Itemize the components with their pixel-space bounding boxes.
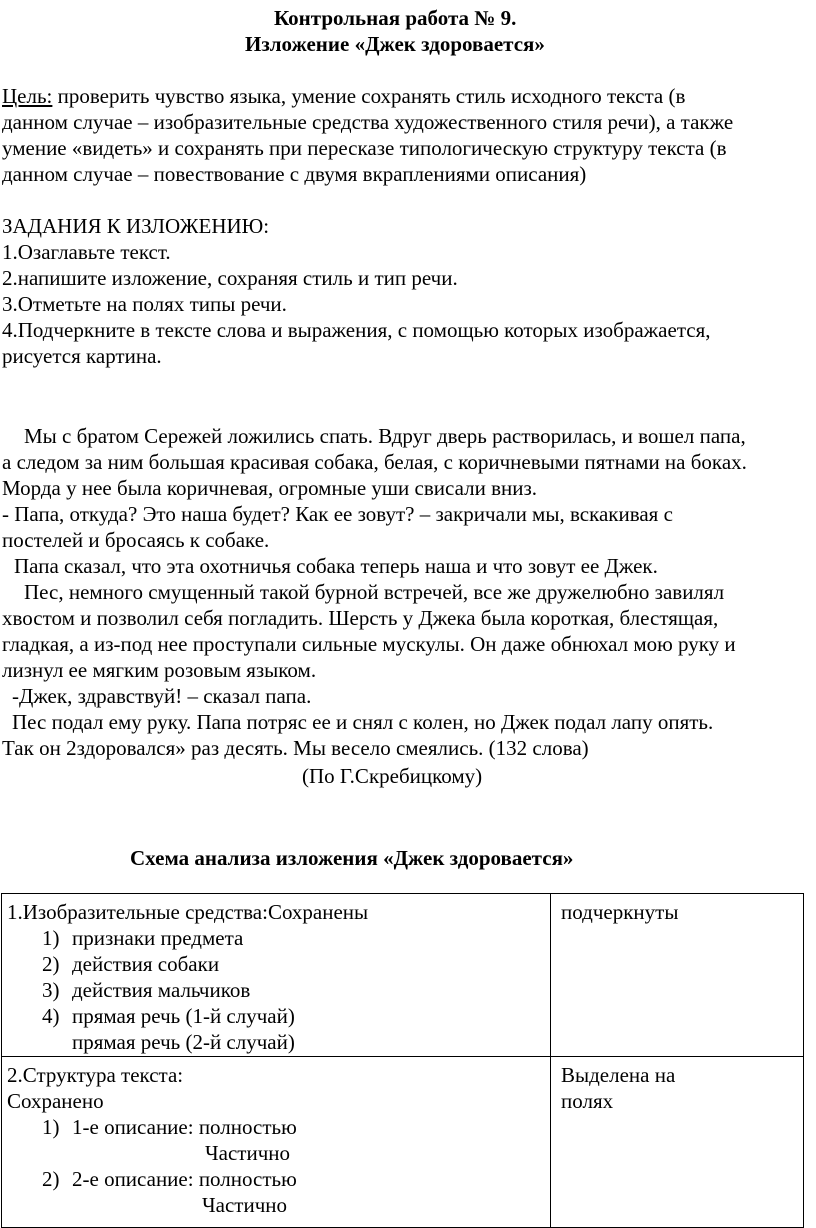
goal-line-4: данном случае – повествование с двумя вкраплениями описания): [2, 162, 587, 186]
list-item-number: 3): [42, 978, 60, 1002]
list-item-partial: Частично: [202, 1193, 288, 1217]
goal-label: Цель:: [2, 84, 53, 108]
row1-status: подчеркнуты: [561, 900, 679, 924]
task-item-continued: рисуется картина.: [2, 344, 162, 368]
row1-heading: 1.Изобразительные средства:Сохранены: [7, 900, 369, 924]
goal-line-1: [2, 84, 685, 108]
story-line: Морда у нее была коричневая, огромные уши свисали вниз.: [2, 476, 538, 500]
story-line: -Джек, здравствуй! – сказал папа.: [12, 684, 312, 708]
table-cell: [551, 1057, 804, 1228]
table-cell: [2, 1057, 551, 1228]
story-line: Пес, немного смущенный такой бурной встречей, все же дружелюбно завилял: [24, 580, 725, 604]
row2-status-line-1: Выделена на: [561, 1063, 676, 1087]
list-item: действия собаки: [72, 952, 220, 976]
task-item: 1.Озаглавьте текст.: [2, 240, 171, 264]
list-item-number: 2): [42, 1167, 60, 1191]
story-line: а следом за ним большая красивая собака, белая, с коричневыми пятнами на боках.: [2, 450, 747, 474]
scheme-title: Схема анализа изложения «Джек здоровается»: [130, 846, 574, 870]
story-line: - Папа, откуда? Это наша будет? Как ее зовут? – закричали мы, вскакивая с: [2, 502, 673, 526]
table-row: [2, 894, 804, 1057]
row2-status-line-2: полях: [561, 1089, 614, 1113]
list-item-number: 1): [42, 1115, 60, 1139]
goal-line-2: данном случае – изобразительные средства художественного стиля речи), а также: [2, 110, 734, 134]
story-line: Папа сказал, что эта охотничья собака теперь наша и что зовут ее Джек.: [14, 554, 658, 578]
story-line: постелей и бросаясь к собаке.: [2, 528, 270, 552]
table-cell: [551, 894, 804, 1057]
story-line: Так он 2здоровался» раз десять. Мы весело смеялись. (132 слова): [2, 736, 589, 760]
story-line: Пес подал ему руку. Папа потряс ее и снял с колен, но Джек подал лапу опять.: [12, 710, 714, 734]
list-item: 2-е описание: полностью: [72, 1167, 297, 1191]
list-item-number: 2): [42, 952, 60, 976]
story-line: лизнул ее мягким розовым языком.: [2, 658, 317, 682]
list-item-partial: Частично: [205, 1141, 291, 1165]
table-cell: [2, 894, 551, 1057]
row2-subheading: Сохранено: [7, 1089, 104, 1113]
list-item-number: 1): [42, 926, 60, 950]
table-row: [2, 1057, 804, 1228]
tasks-heading: ЗАДАНИЯ К ИЗЛОЖЕНИЮ:: [2, 214, 270, 238]
goal-text-1: проверить чувство языка, умение сохранять стиль исходного текста (в: [52, 84, 686, 108]
goal-line-3: умение «видеть» и сохранять при пересказе типологическую структуру текста (в: [2, 136, 727, 160]
list-item: прямая речь (1-й случай): [72, 1004, 295, 1028]
document-subtitle: Изложение «Джек здоровается»: [245, 32, 545, 56]
task-item: 2.напишите изложение, сохраняя стиль и тип речи.: [2, 266, 458, 290]
document-title: Контрольная работа № 9.: [274, 6, 517, 30]
row2-heading: 2.Структура текста:: [7, 1063, 184, 1087]
task-item: 4.Подчеркните в тексте слова и выражения, с помощью которых изображается,: [2, 318, 711, 342]
story-line: хвостом и позволил себя погладить. Шерсть у Джека была короткая, блестящая,: [2, 606, 719, 630]
list-item-number: 4): [42, 1004, 60, 1028]
list-item-continued: прямая речь (2-й случай): [72, 1030, 295, 1054]
story-source: (По Г.Скребицкому): [302, 764, 483, 788]
list-item: признаки предмета: [72, 926, 244, 950]
list-item: 1-е описание: полностью: [72, 1115, 297, 1139]
task-item: 3.Отметьте на полях типы речи.: [2, 292, 287, 316]
story-line: гладкая, а из-под нее проступали сильные мускулы. Он даже обнюхал мою руку и: [2, 632, 736, 656]
analysis-table: [1, 893, 804, 1228]
list-item: действия мальчиков: [72, 978, 251, 1002]
story-line: Мы с братом Сережей ложились спать. Вдруг дверь растворилась, и вошел папа,: [24, 424, 746, 448]
